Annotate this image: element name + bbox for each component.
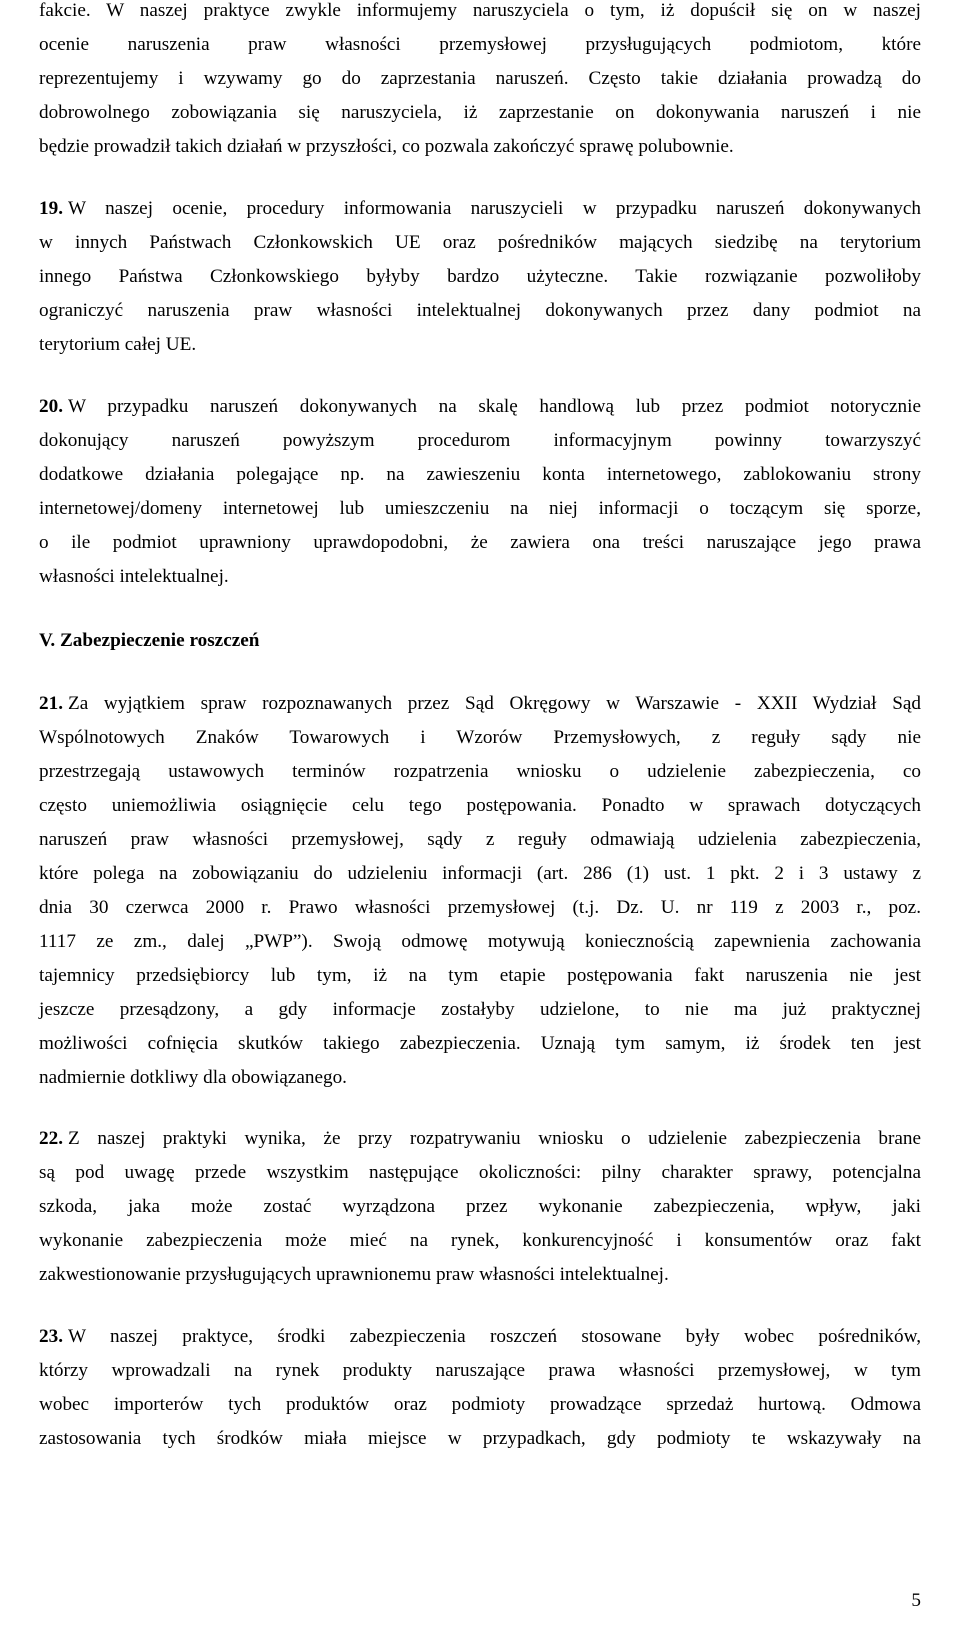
paragraph-line: zastosowania tych środków miała miejsce w przypadkach, gdy podmioty te wskazywały na [39, 1428, 921, 1449]
paragraph-line: nadmiernie dotkliwy dla obowiązanego. [39, 1067, 347, 1088]
paragraph-line: jeszcze przesądzony, a gdy informacje zostałyby udzielone, to nie ma już praktycznej [39, 999, 921, 1020]
paragraph-line: własności intelektualnej. [39, 566, 229, 587]
paragraph-line: internetowej/domeny internetowej lub umieszczeniu na niej informacji o toczącym się sporze, [39, 498, 921, 519]
paragraph-line: 21. Za wyjątkiem spraw rozpoznawanych przez Sąd Okręgowy w Warszawie - XXII Wydział Sąd [39, 693, 921, 714]
paragraph-line: terytorium całej UE. [39, 334, 197, 355]
paragraph-line: 20. W przypadku naruszeń dokonywanych na skalę handlową lub przez podmiot notorycznie [39, 396, 921, 417]
paragraph-line: które polega na zobowiązaniu do udzieleniu informacji (art. 286 (1) ust. 1 pkt. 2 i 3 ustawy z [39, 863, 921, 884]
paragraph-line: wykonanie zabezpieczenia może mieć na rynek, konkurencyjność i konsumentów oraz fakt [39, 1230, 921, 1251]
paragraph-line: którzy wprowadzali na rynek produkty naruszające prawa własności przemysłowej, w tym [39, 1360, 921, 1381]
paragraph-line: są pod uwagę przede wszystkim następujące okoliczności: pilny charakter sprawy, potencjalna [39, 1162, 921, 1183]
paragraph-line: 1117 ze zm., dalej „PWP”). Swoją odmowę motywują koniecznością zapewnienia zachowania [39, 931, 921, 952]
paragraph-line: dodatkowe działania polegające np. na zawieszeniu konta internetowego, zablokowaniu strony [39, 464, 921, 485]
paragraph-line: reprezentujemy i wzywamy go do zaprzestania naruszeń. Często takie działania prowadzą do [39, 68, 921, 89]
paragraph-line: o ile podmiot uprawniony uprawdopodobni, że zawiera ona treści naruszające jego prawa [39, 532, 921, 553]
paragraph-line: dokonujący naruszeń powyższym procedurom informacyjnym powinny towarzyszyć [39, 430, 921, 451]
paragraph-line: 19. W naszej ocenie, procedury informowania naruszycieli w przypadku naruszeń dokonywanych [39, 198, 921, 219]
paragraph-line: 23. W naszej praktyce, środki zabezpieczenia roszczeń stosowane były wobec pośredników, [39, 1326, 921, 1347]
paragraph-line: 22. Z naszej praktyki wynika, że przy rozpatrywaniu wniosku o udzielenie zabezpieczenia brane [39, 1128, 921, 1149]
paragraph-line: ocenie naruszenia praw własności przemysłowej przysługujących podmiotom, które [39, 34, 921, 55]
paragraph-line: naruszeń praw własności przemysłowej, sądy z reguły odmawiają udzielenia zabezpieczenia, [39, 829, 921, 850]
paragraph-line: szkoda, jaka może zostać wyrządzona przez wykonanie zabezpieczenia, wpływ, jaki [39, 1196, 921, 1217]
paragraph-line: innego Państwa Członkowskiego byłyby bardzo użyteczne. Takie rozwiązanie pozwoliłoby [39, 266, 921, 287]
paragraph-line: w innych Państwach Członkowskich UE oraz pośredników mających siedzibę na terytorium [39, 232, 921, 253]
paragraph-number: 22. [39, 1128, 63, 1149]
paragraph-number: 23. [39, 1326, 63, 1347]
paragraph-number: 21. [39, 693, 63, 714]
section-heading: V. Zabezpieczenie roszczeń [39, 630, 260, 651]
paragraph-line: będzie prowadził takich działań w przyszłości, co pozwala zakończyć sprawę polubownie. [39, 136, 734, 157]
paragraph-number: 20. [39, 396, 63, 417]
paragraph-number: 19. [39, 198, 63, 219]
paragraph-line: często uniemożliwia osiągnięcie celu tego postępowania. Ponadto w sprawach dotyczących [39, 795, 921, 816]
paragraph-line: fakcie. W naszej praktyce zwykle informujemy naruszyciela o tym, iż dopuścił się on w naszej [39, 0, 921, 21]
paragraph-line: wobec importerów tych produktów oraz podmioty prowadzące sprzedaż hurtową. Odmowa [39, 1394, 921, 1415]
paragraph-line: przestrzegają ustawowych terminów rozpatrzenia wniosku o udzielenie zabezpieczenia, co [39, 761, 921, 782]
paragraph-line: Wspólnotowych Znaków Towarowych i Wzorów Przemysłowych, z reguły sądy nie [39, 727, 921, 748]
paragraph-line: tajemnicy przedsiębiorcy lub tym, iż na tym etapie postępowania fakt naruszenia nie jest [39, 965, 921, 986]
paragraph-line: dnia 30 czerwca 2000 r. Prawo własności przemysłowej (t.j. Dz. U. nr 119 z 2003 r., poz. [39, 897, 921, 918]
paragraph-line: zakwestionowanie przysługujących uprawnionemu praw własności intelektualnej. [39, 1264, 669, 1285]
paragraph-line: ograniczyć naruszenia praw własności intelektualnej dokonywanych przez dany podmiot na [39, 300, 921, 321]
paragraph-line: możliwości cofnięcia skutków takiego zabezpieczenia. Uznają tym samym, iż środek ten jest [39, 1033, 921, 1054]
paragraph-line: dobrowolnego zobowiązania się naruszyciela, iż zaprzestanie on dokonywania naruszeń i nie [39, 102, 921, 123]
page-number: 5 [911, 1590, 921, 1611]
